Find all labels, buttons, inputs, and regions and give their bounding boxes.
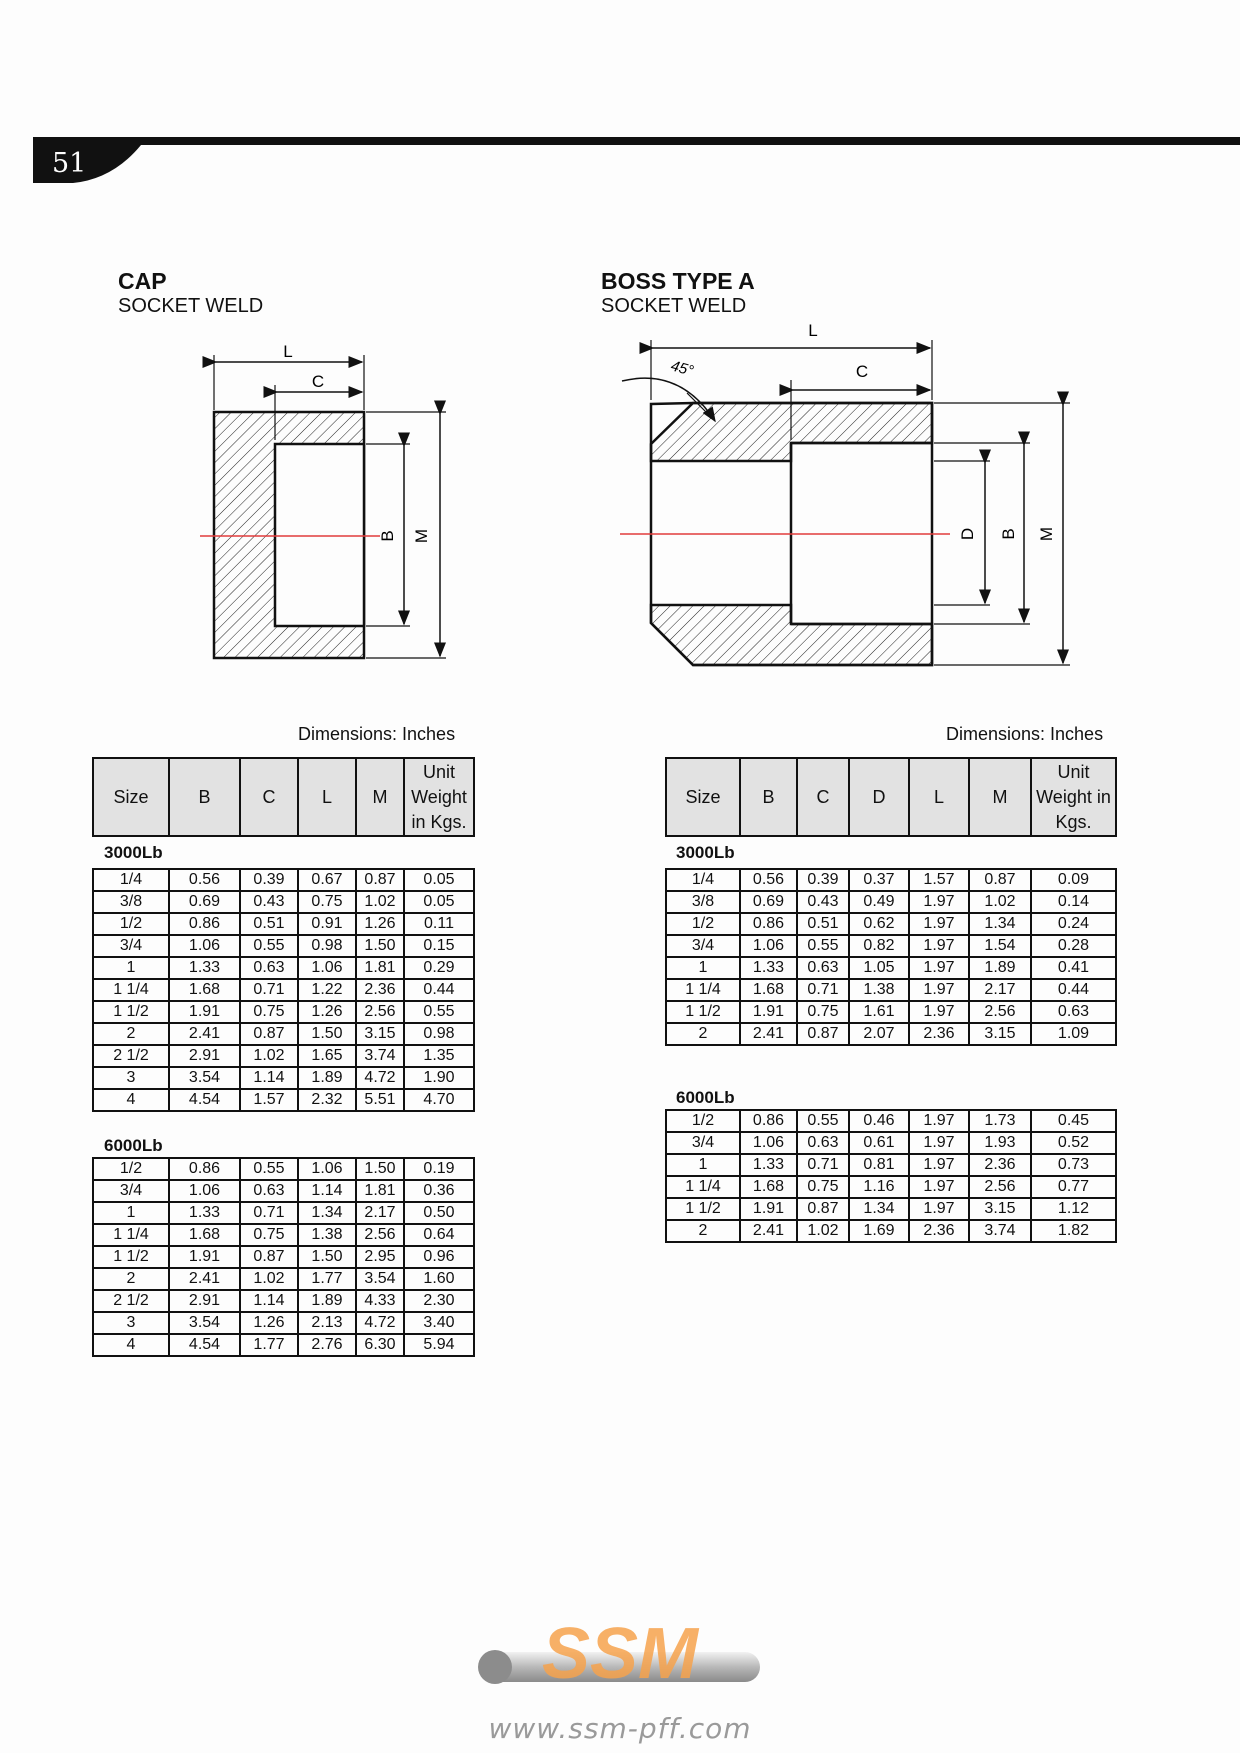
table-row [93,935,474,957]
boss-dims-note: Dimensions: Inches [946,724,1104,744]
table-row [93,1001,474,1023]
table-cell: 1.69 [849,1220,909,1242]
table-cell: 1 [93,957,169,979]
table-row [93,1045,474,1067]
table-cell: 1.22 [298,979,356,1001]
table-cell: 0.98 [404,1023,474,1045]
table-row [666,979,1116,1001]
table-cell: 3.74 [356,1045,404,1067]
table-cell: 1.02 [356,891,404,913]
cap-header-c: C [240,758,298,836]
table-cell: 1 [666,1154,740,1176]
cap-dim-L: L [283,342,293,361]
table-cell: 1.97 [909,1176,969,1198]
cap-dim-B: B [378,530,397,542]
table-cell: 2 1/2 [93,1045,169,1067]
table-cell: 1.14 [298,1180,356,1202]
table-cell: 0.56 [740,869,797,891]
table-row [93,979,474,1001]
boss-header-size: Size [666,758,740,836]
table-cell: 1.97 [909,935,969,957]
boss-header-m: M [969,758,1031,836]
table-cell: 1/2 [93,913,169,935]
table-row [666,1220,1116,1242]
table-row [93,1290,474,1312]
table-cell: 1.97 [909,957,969,979]
boss-dim-L: L [808,321,818,340]
table-cell: 3/8 [666,891,740,913]
table-cell: 0.44 [404,979,474,1001]
boss-header-weight: Unit Weight in Kgs. [1031,758,1116,836]
table-cell: 2 [93,1268,169,1290]
table-cell: 1.91 [740,1198,797,1220]
table-cell: 5.51 [356,1089,404,1111]
table-cell: 1.33 [740,1154,797,1176]
table-cell: 1.12 [1031,1198,1116,1220]
boss-header-b: B [740,758,797,836]
table-cell: 3 [93,1067,169,1089]
table-cell: 3.54 [356,1268,404,1290]
table-cell: 1.89 [298,1067,356,1089]
table-cell: 2.07 [849,1023,909,1045]
table-cell: 0.96 [404,1246,474,1268]
table-cell: 1.33 [169,1202,240,1224]
table-cell: 3.54 [169,1312,240,1334]
table-cell: 1.68 [169,1224,240,1246]
cap-title: CAP [118,268,167,294]
table-row [666,1154,1116,1176]
table-cell: 0.98 [298,935,356,957]
table-row [93,913,474,935]
table-cell: 1 [666,957,740,979]
ssm-logo [470,1600,770,1720]
cap-subtitle: SOCKET WELD [118,295,264,317]
table-cell: 1.34 [969,913,1031,935]
table-row [666,913,1116,935]
cap-table-header [92,757,475,837]
table-row [666,1176,1116,1198]
cap-dim-M: M [412,528,431,544]
website-url: www.ssm-pff.com [488,1712,752,1745]
boss-group-3000lb-label: 3000Lb [676,843,735,862]
table-cell: 2.41 [740,1023,797,1045]
table-cell: 0.63 [240,957,298,979]
table-cell: 0.41 [1031,957,1116,979]
table-cell: 1.77 [240,1334,298,1356]
table-cell: 2.56 [969,1001,1031,1023]
table-cell: 2.13 [298,1312,356,1334]
table-cell: 1.02 [240,1268,298,1290]
table-row [93,1334,474,1356]
boss-header-l: L [909,758,969,836]
table-cell: 0.19 [404,1158,474,1180]
boss-subtitle: SOCKET WELD [601,295,747,317]
table-row [93,1180,474,1202]
table-cell: 4 [93,1089,169,1111]
table-cell: 1.06 [169,1180,240,1202]
table-cell: 0.91 [298,913,356,935]
table-row [93,1268,474,1290]
table-cell: 1.02 [797,1220,849,1242]
table-cell: 4.70 [404,1089,474,1111]
table-cell: 4.72 [356,1312,404,1334]
table-cell: 2.36 [909,1023,969,1045]
table-cell: 0.37 [849,869,909,891]
cap-header-size: Size [93,758,169,836]
table-cell: 0.46 [849,1110,909,1132]
table-cell: 1.35 [404,1045,474,1067]
table-cell: 1.73 [969,1110,1031,1132]
table-cell: 1 1/4 [666,979,740,1001]
table-row [666,869,1116,891]
table-cell: 1 1/4 [93,1224,169,1246]
page-number: 51 [52,148,87,179]
table-cell: 0.55 [797,1110,849,1132]
table-cell: 1.90 [404,1067,474,1089]
table-cell: 1.06 [298,957,356,979]
table-cell: 1.97 [909,1132,969,1154]
table-cell: 0.86 [740,1110,797,1132]
table-cell: 0.61 [849,1132,909,1154]
table-cell: 1.50 [298,1246,356,1268]
table-cell: 0.75 [797,1176,849,1198]
table-cell: 1.06 [298,1158,356,1180]
table-row [93,1202,474,1224]
table-cell: 0.86 [169,1158,240,1180]
table-cell: 2.95 [356,1246,404,1268]
table-cell: 0.86 [740,913,797,935]
table-cell: 2.91 [169,1045,240,1067]
table-cell: 1.82 [1031,1220,1116,1242]
table-cell: 4 [93,1334,169,1356]
table-cell: 0.63 [240,1180,298,1202]
table-row [93,1246,474,1268]
cap-table-6000lb [92,1157,475,1357]
table-cell: 2.17 [356,1202,404,1224]
table-cell: 3.15 [969,1023,1031,1045]
table-cell: 3.74 [969,1220,1031,1242]
boss-dim-C: C [855,362,869,381]
table-row [93,957,474,979]
table-cell: 2.41 [169,1023,240,1045]
table-cell: 2.36 [969,1154,1031,1176]
table-cell: 4.72 [356,1067,404,1089]
table-cell: 1.60 [404,1268,474,1290]
table-cell: 0.77 [1031,1176,1116,1198]
table-cell: 4.54 [169,1089,240,1111]
table-cell: 2.36 [356,979,404,1001]
table-cell: 1.93 [969,1132,1031,1154]
table-cell: 0.75 [240,1001,298,1023]
table-cell: 1.34 [298,1202,356,1224]
table-cell: 0.55 [404,1001,474,1023]
table-cell: 1.02 [969,891,1031,913]
table-cell: 1.50 [356,1158,404,1180]
table-cell: 0.73 [1031,1154,1116,1176]
table-cell: 1.26 [240,1312,298,1334]
table-cell: 0.52 [1031,1132,1116,1154]
table-cell: 0.69 [740,891,797,913]
table-cell: 0.15 [404,935,474,957]
table-cell: 0.67 [298,869,356,891]
table-cell: 1.91 [169,1001,240,1023]
table-cell: 3/4 [666,935,740,957]
table-cell: 2.56 [356,1001,404,1023]
table-cell: 1.97 [909,979,969,1001]
table-cell: 1.34 [849,1198,909,1220]
table-row [666,1110,1116,1132]
logo-text: SSM [541,1614,699,1694]
table-cell: 0.71 [797,979,849,1001]
table-cell: 0.62 [849,913,909,935]
boss-dim-M: M [1037,526,1056,542]
table-cell: 1.91 [169,1246,240,1268]
table-cell: 3/4 [93,935,169,957]
boss-group-6000lb-label: 6000Lb [676,1088,735,1107]
boss-dim-D: D [958,527,977,541]
table-cell: 1.38 [298,1224,356,1246]
table-cell: 1.97 [909,1198,969,1220]
table-row [666,1132,1116,1154]
table-cell: 0.81 [849,1154,909,1176]
table-cell: 1.33 [740,957,797,979]
table-cell: 0.29 [404,957,474,979]
table-cell: 2 1/2 [93,1290,169,1312]
table-cell: 1 1/4 [666,1176,740,1198]
table-cell: 2.91 [169,1290,240,1312]
boss-header-d: D [849,758,909,836]
table-cell: 0.45 [1031,1110,1116,1132]
table-cell: 0.75 [298,891,356,913]
table-cell: 1.97 [909,891,969,913]
table-cell: 3/4 [666,1132,740,1154]
table-cell: 0.71 [797,1154,849,1176]
table-cell: 0.14 [1031,891,1116,913]
table-cell: 0.09 [1031,869,1116,891]
cap-group-3000lb-label: 3000Lb [104,843,163,862]
table-cell: 0.82 [849,935,909,957]
table-cell: 0.64 [404,1224,474,1246]
page-number-tab [33,145,141,183]
table-cell: 0.71 [240,1202,298,1224]
table-cell: 2.41 [740,1220,797,1242]
table-row [666,957,1116,979]
table-cell: 0.43 [240,891,298,913]
table-cell: 1.68 [169,979,240,1001]
cap-header-l: L [298,758,356,836]
table-row [93,1158,474,1180]
table-row [93,1089,474,1111]
table-cell: 1.97 [909,1001,969,1023]
cap-group-6000lb-label: 6000Lb [104,1136,163,1155]
boss-drawing [610,315,1080,675]
table-row [666,1198,1116,1220]
table-cell: 1 1/2 [93,1246,169,1268]
table-cell: 1.38 [849,979,909,1001]
table-cell: 2.41 [169,1268,240,1290]
table-row [93,869,474,891]
cap-table-3000lb [92,868,475,1112]
table-cell: 0.87 [797,1023,849,1045]
table-cell: 2.76 [298,1334,356,1356]
table-cell: 2.36 [909,1220,969,1242]
table-cell: 2 [93,1023,169,1045]
table-cell: 1.06 [740,935,797,957]
table-cell: 2 [666,1023,740,1045]
table-cell: 0.39 [797,869,849,891]
table-cell: 1.97 [909,1154,969,1176]
table-cell: 0.28 [1031,935,1116,957]
table-cell: 0.49 [849,891,909,913]
table-cell: 3.54 [169,1067,240,1089]
table-cell: 0.87 [240,1023,298,1045]
table-cell: 1.50 [356,935,404,957]
cap-header-m: M [356,758,404,836]
table-cell: 4.54 [169,1334,240,1356]
table-cell: 2 [666,1220,740,1242]
table-cell: 0.75 [240,1224,298,1246]
boss-title: BOSS TYPE A [601,268,755,294]
table-cell: 1.57 [240,1089,298,1111]
table-cell: 0.71 [240,979,298,1001]
table-cell: 1.09 [1031,1023,1116,1045]
table-cell: 1.14 [240,1290,298,1312]
table-cell: 0.69 [169,891,240,913]
table-cell: 1.06 [740,1132,797,1154]
table-cell: 1 [93,1202,169,1224]
table-cell: 2.32 [298,1089,356,1111]
table-cell: 1 1/4 [93,979,169,1001]
table-cell: 0.39 [240,869,298,891]
table-row [666,891,1116,913]
boss-table-6000lb [665,1109,1117,1243]
boss-dim-B: B [999,528,1018,540]
table-cell: 1/2 [666,1110,740,1132]
table-cell: 1/2 [93,1158,169,1180]
table-cell: 2.56 [969,1176,1031,1198]
boss-table-3000lb [665,868,1117,1046]
table-cell: 2.17 [969,979,1031,1001]
table-cell: 0.51 [240,913,298,935]
table-cell: 2.30 [404,1290,474,1312]
table-cell: 0.87 [797,1198,849,1220]
table-cell: 0.36 [404,1180,474,1202]
table-cell: 1.91 [740,1001,797,1023]
table-cell: 1.61 [849,1001,909,1023]
table-cell: 0.63 [797,1132,849,1154]
table-cell: 1.81 [356,1180,404,1202]
table-row [93,891,474,913]
table-cell: 0.75 [797,1001,849,1023]
table-cell: 1.33 [169,957,240,979]
table-row [93,1312,474,1334]
table-cell: 0.55 [240,935,298,957]
cap-dim-C: C [311,372,325,391]
table-cell: 0.24 [1031,913,1116,935]
table-cell: 1.14 [240,1067,298,1089]
table-cell: 1.81 [356,957,404,979]
table-cell: 1.68 [740,1176,797,1198]
table-cell: 0.11 [404,913,474,935]
cap-header-weight: Unit Weight in Kgs. [404,758,474,836]
table-cell: 1.54 [969,935,1031,957]
table-cell: 1.50 [298,1023,356,1045]
table-cell: 1.26 [356,913,404,935]
table-cell: 1/2 [666,913,740,935]
table-cell: 4.33 [356,1290,404,1312]
header-rule [33,137,1240,145]
table-cell: 1/4 [666,869,740,891]
table-cell: 0.87 [240,1246,298,1268]
table-cell: 0.50 [404,1202,474,1224]
table-cell: 1/4 [93,869,169,891]
table-cell: 1.97 [909,1110,969,1132]
boss-dim-45: 45° [668,357,696,380]
table-cell: 3/8 [93,891,169,913]
table-row [93,1067,474,1089]
table-cell: 0.51 [797,913,849,935]
table-cell: 0.44 [1031,979,1116,1001]
table-cell: 0.05 [404,869,474,891]
table-cell: 0.63 [1031,1001,1116,1023]
table-cell: 6.30 [356,1334,404,1356]
cap-drawing [190,340,480,670]
cap-header-b: B [169,758,240,836]
table-row [93,1224,474,1246]
table-cell: 0.87 [969,869,1031,891]
table-cell: 0.43 [797,891,849,913]
table-cell: 0.55 [240,1158,298,1180]
table-cell: 3 [93,1312,169,1334]
table-cell: 1.02 [240,1045,298,1067]
table-row [666,1001,1116,1023]
table-cell: 1.65 [298,1045,356,1067]
table-cell: 0.56 [169,869,240,891]
table-cell: 3.40 [404,1312,474,1334]
table-cell: 1.06 [169,935,240,957]
table-cell: 1.68 [740,979,797,1001]
table-cell: 0.87 [356,869,404,891]
table-cell: 1 1/2 [93,1001,169,1023]
table-cell: 1.16 [849,1176,909,1198]
table-cell: 0.86 [169,913,240,935]
table-cell: 0.63 [797,957,849,979]
table-cell: 1.89 [298,1290,356,1312]
table-row [93,1023,474,1045]
table-row [666,935,1116,957]
table-cell: 1.26 [298,1001,356,1023]
table-cell: 1.05 [849,957,909,979]
boss-table-header [665,757,1117,837]
table-cell: 2.56 [356,1224,404,1246]
table-cell: 1.57 [909,869,969,891]
table-cell: 5.94 [404,1334,474,1356]
table-cell: 1.89 [969,957,1031,979]
boss-header-c: C [797,758,849,836]
cap-dims-note: Dimensions: Inches [298,724,456,744]
table-cell: 0.55 [797,935,849,957]
table-cell: 3.15 [356,1023,404,1045]
table-cell: 1.97 [909,913,969,935]
table-cell: 0.05 [404,891,474,913]
table-cell: 1 1/2 [666,1198,740,1220]
table-cell: 3.15 [969,1198,1031,1220]
table-cell: 1 1/2 [666,1001,740,1023]
table-row [666,1023,1116,1045]
table-cell: 1.77 [298,1268,356,1290]
table-cell: 3/4 [93,1180,169,1202]
